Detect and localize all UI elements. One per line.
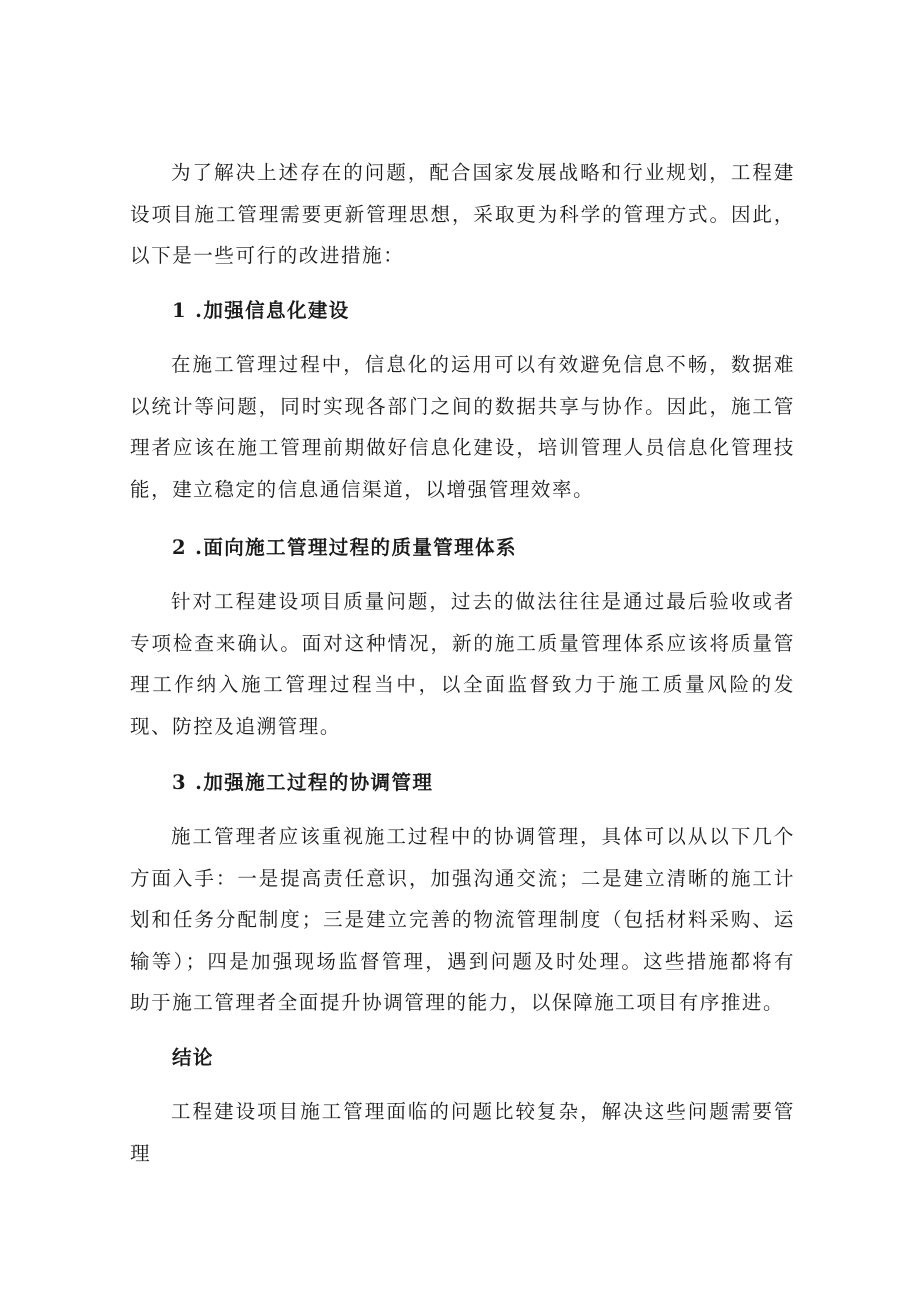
section-3-heading: 3 .加强施工过程的协调管理 xyxy=(172,771,434,794)
intro-paragraph: 为了解决上述存在的问题，配合国家发展战略和行业规划，工程建设项目施工管理需要更新管理思想，采取更为科学的管理方式。因此，以下是一些可行的改进措施： xyxy=(130,161,795,267)
section-1-paragraph: 在施工管理过程中，信息化的运用可以有效避免信息不畅，数据难以统计等问题，同时实现各部门之间的数据共享与协作。因此，施工管理者应该在施工管理前期做好信息化建设，培训管理人员信息化管理技能，建立稳定的信息通信渠道，以增强管理效率。 xyxy=(130,353,795,501)
conclusion-heading: 结论 xyxy=(172,1046,214,1069)
conclusion-paragraph: 工程建设项目施工管理面临的问题比较复杂，解决这些问题需要管理 xyxy=(130,1100,795,1165)
section-2-heading: 2 .面向施工管理过程的质量管理体系 xyxy=(172,536,517,559)
section-1-heading: 1 .加强信息化建设 xyxy=(172,299,350,322)
section-3-paragraph: 施工管理者应该重视施工过程中的协调管理，具体可以从以下几个方面入手：一是提高责任意识，加强沟通交流；二是建立清晰的施工计划和任务分配制度；三是建立完善的物流管理制度（包括材料采购、运输等）；四是加强现场监督管理，遇到问题及时处理。这些措施都将有助于施工管理者全面提升协调管理的能力，以保障施工项目有序推进。 xyxy=(130,825,795,1014)
section-2-paragraph: 针对工程建设项目质量问题，过去的做法往往是通过最后验收或者专项检查来确认。面对这种情况，新的施工质量管理体系应该将质量管理工作纳入施工管理过程当中，以全面监督致力于施工质量风险的发现、防控及追溯管理。 xyxy=(130,590,795,738)
